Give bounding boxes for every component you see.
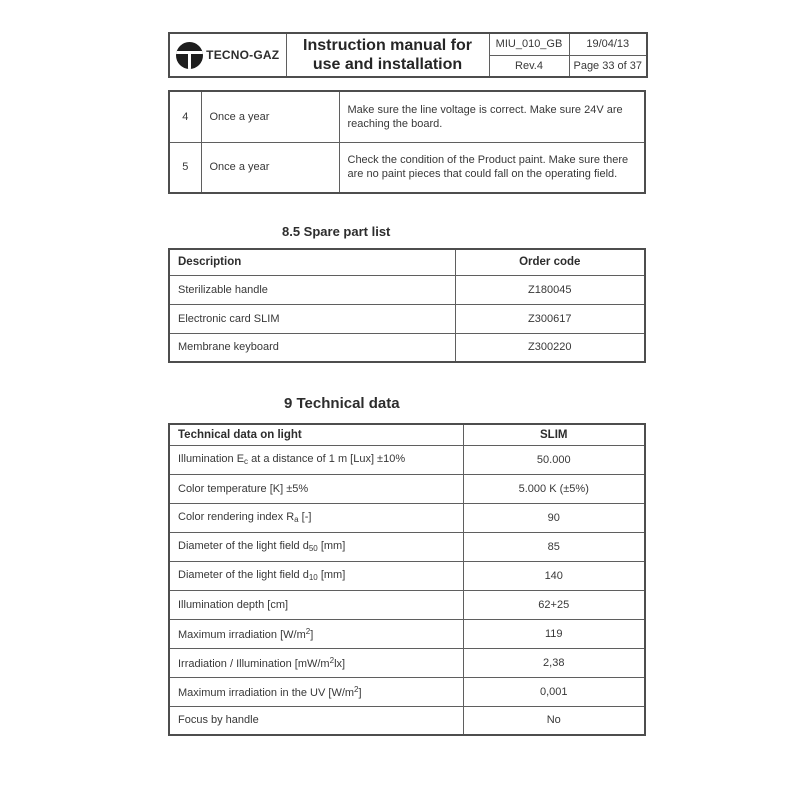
logo-cell	[169, 33, 286, 77]
spare-parts-header-row	[169, 249, 645, 275]
technical-data-label: Maximum irradiation in the UV $[W/m^2]$	[169, 677, 463, 706]
technical-data-row	[169, 532, 645, 561]
maintenance-row	[169, 91, 645, 142]
spare-part-description: Sterilizable handle	[169, 275, 455, 304]
maintenance-frequency: Once a year	[201, 142, 339, 193]
doc-code: MIU_010_GB	[489, 33, 569, 55]
technical-data-value: 140	[463, 561, 645, 590]
technical-data-value: 62+25	[463, 590, 645, 619]
technical-data-value: 5.000 K (±5%)	[463, 474, 645, 503]
technical-data-label: Color rendering index $R_a$ [-]	[169, 503, 463, 532]
header-table	[168, 32, 648, 78]
technical-data-row	[169, 706, 645, 735]
column-header-description: Description	[169, 249, 455, 275]
maintenance-row-number: 5	[169, 142, 201, 193]
header-row-top	[169, 33, 647, 55]
spare-part-description: Membrane keyboard	[169, 333, 455, 362]
maintenance-table-body	[169, 91, 645, 193]
column-header-tech-data-on-light: Technical data on light	[169, 424, 463, 445]
spare-part-order-code: Z180045	[455, 275, 645, 304]
technical-data-label: Diameter of the light field $d_{10}$ [mm]	[169, 561, 463, 590]
spare-parts-table-body	[169, 275, 645, 362]
technical-data-row	[169, 474, 645, 503]
technical-data-row	[169, 590, 645, 619]
technical-data-table-body	[169, 445, 645, 735]
technical-data-table	[168, 423, 646, 736]
maintenance-description: Make sure the line voltage is correct. Make sure 24V are reaching the board.	[339, 91, 645, 142]
column-header-slim: SLIM	[463, 424, 645, 445]
technical-data-label: Maximum irradiation $[W/m^2]$	[169, 619, 463, 648]
document-title	[286, 33, 489, 77]
doc-page-info: Page 33 of 37	[569, 55, 647, 77]
technical-data-label: Focus by handle	[169, 706, 463, 735]
technical-data-value: 50.000	[463, 445, 645, 474]
spare-part-order-code: Z300220	[455, 333, 645, 362]
doc-revision: Rev.4	[489, 55, 569, 77]
technical-data-header-row	[169, 424, 645, 445]
logo-t-stem	[188, 51, 191, 69]
column-header-order-code: Order code	[455, 249, 645, 275]
doc-date: 19/04/13	[569, 33, 647, 55]
spare-parts-table	[168, 248, 646, 363]
technical-data-label: Illumination $E_c$ at a distance of 1 m [Lux] ±10%	[169, 445, 463, 474]
technical-data-value: No	[463, 706, 645, 735]
spare-part-row	[169, 275, 645, 304]
technical-data-label: Diameter of the light field $d_{50}$ [mm]	[169, 532, 463, 561]
spare-part-description: Electronic card SLIM	[169, 304, 455, 333]
maintenance-row	[169, 142, 645, 193]
logo-text: TECNO-GAZ	[206, 48, 280, 62]
technical-data-row	[169, 677, 645, 706]
maintenance-description: Check the condition of the Product paint. Make sure there are no paint pieces that could fall on the operating field.	[339, 142, 645, 193]
spare-part-order-code: Z300617	[455, 304, 645, 333]
document-page	[168, 32, 646, 736]
technical-data-row	[169, 619, 645, 648]
technical-data-row	[169, 445, 645, 474]
technical-data-heading: 9 Technical data	[284, 395, 400, 412]
tecno-gaz-logo-icon	[176, 42, 203, 69]
spare-part-row	[169, 333, 645, 362]
technical-data-value: 119	[463, 619, 645, 648]
technical-data-label: Color temperature [K] ±5%	[169, 474, 463, 503]
technical-data-row	[169, 648, 645, 677]
maintenance-row-number: 4	[169, 91, 201, 142]
document-title-line1: Instruction manual for	[303, 37, 472, 54]
spare-part-list-heading: 8.5 Spare part list	[282, 224, 391, 239]
technical-data-value: 85	[463, 532, 645, 561]
maintenance-frequency: Once a year	[201, 91, 339, 142]
technical-data-label: Irradiation / Illumination $[mW/m^2lx]$	[169, 648, 463, 677]
spare-part-row	[169, 304, 645, 333]
technical-data-value: 0,001	[463, 677, 645, 706]
document-title-line2: use and installation	[312, 56, 463, 73]
technical-data-value: 2,38	[463, 648, 645, 677]
technical-data-row	[169, 503, 645, 532]
maintenance-table	[168, 90, 646, 194]
technical-data-value: 90	[463, 503, 645, 532]
tecno-gaz-logo	[171, 42, 285, 69]
technical-data-row	[169, 561, 645, 590]
technical-data-label: Illumination depth [cm]	[169, 590, 463, 619]
